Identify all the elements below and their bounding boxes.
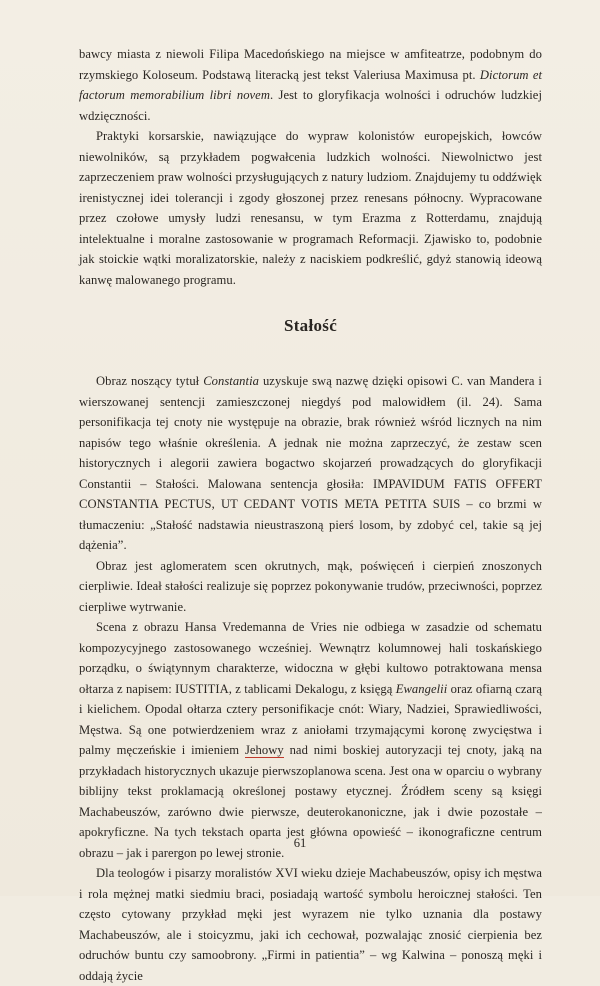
book-title-italic: Dictorum et factorum memorabilium libri novem: [79, 67, 543, 102]
text-span: . Jest to gloryfikacja wolności i odruchów ludzkiej wdzięczności.: [79, 88, 542, 123]
intro-paragraph-1: [79, 44, 542, 126]
text-span: oraz ofiarną czarą i kielichem. Opodal ołtarza cztery personifikacje cnót: Wiary, Nadziei, Sprawiedliwości, Męstwa. Są one potwierdzeniem wraz z aniołami trzymającymi koronę zwycięstwa i palmy męczeńskie i imieniem: [79, 681, 543, 757]
text-span: Obraz noszący tytuł: [96, 374, 204, 388]
text-span: uzyskuje swą nazwę dzięki opisowi C. van Mandera i wierszowanej sentencji zamieszczonej niegdyś pod malowidłem (il. 24). Sama personifikacja tej cnoty nie występuje na obrazie, brak również wśród licznych na nim napisów tego właśnie określenia. A jednak nie można zaprzeczyć, że zestaw scen historycznych i alegorii zawiera bogactwo skojarzeń prowadzących do gloryfikacji Constantii – Stałości. Malowana sentencja głosiła: IMPAVIDUM FATIS OFFERT CONSTANTIA PECTUS, UT CEDANT VOTIS META PETITA SUIS – co brzmi w tłumaczeniu: „Stałość nadstawia nieustraszoną pierś losom, by zdobyć cel, takie są jej dążenia”.: [79, 374, 542, 552]
section-paragraph-4: Dla teologów i pisarzy moralistów XVI wieku dzieje Machabeuszów, opisy ich męstwa i rola mężnej matki siedmiu braci, posiadają wartość symbolu heroicznej stałości. Ten często cytowany przykład męki jest wyrazem nie tylko uznania dla postawy Machabeuszów, ale i stoicyzmu, jaki ich cechował, pozwalając znosić cierpienia bez odruchów buntu czy samoobrony. „Firmi in patientia” – wg Kalwina – ponoszą męki i oddają życie: [79, 866, 542, 983]
underlined-word: Jehowy: [244, 743, 284, 757]
section-paragraph-1: [79, 371, 542, 556]
intro-paragraph-2: Praktyki korsarskie, nawiązujące do wypraw kolonistów europejskich, łowców niewolników, są przykładem pogwałcenia ludzkich wolności. Niewolnictwo jest zaprzeczeniem praw wolności przysługujących z natury ludziom. Znajdujemy tu oddźwięk irenistycznej idei tolerancji i zgody głoszonej przez renesans północny. Wypracowane przez czołowe umysły ludzi renesansu, w tym Erazma z Rotterdamu, znajdują intelektualne i moralne zastosowanie w programach Reformacji. Zjawisko to, podobnie jak stoickie wątki moralizatorskie, należy z naciskiem podkreślić, gdyż stanowią ideową kanwę malowanego programu.: [79, 129, 542, 287]
section-heading: Stałość: [283, 316, 338, 335]
page-number: 61: [293, 836, 307, 850]
text-span: bawcy miasta z niewoli Filipa Macedońskiego na miejsce w amfiteatrze, podobnym do rzymskiego Koloseum. Podstawą literacką jest tekst Valeriusa Maximusa pt.: [79, 47, 542, 82]
section-paragraph-2: Obraz jest aglomeratem scen okrutnych, mąk, poświęceń i cierpień znoszonych cierpliwie. Ideał stałości realizuje się poprzez pokonywanie trudów, przeciwności, poprzez cierpliwe wytrwanie.: [79, 558, 542, 614]
text-span: Scena z obrazu Hansa Vredemanna de Vries nie odbiega w zasadzie od schematu kompozycyjnego zastosowanego wcześniej. Wewnątrz kolumnowej hali toskańskiego porządku, o świątynnym charakterze, widoczna w głębi kultowo potraktowana mensa ołtarza z napisem: IUSTITIA, z tablicami Dekalogu, z księgą: [79, 620, 542, 696]
section-paragraph-3: [79, 617, 542, 863]
text-span: nad nimi boskiej autoryzacji tej cnoty, jaką na przykładach historycznych ukazuje pierwszoplanowa scena. Jest ona w oparciu o wybrany biblijny tekst proklamacją określonej postawy etycznej. Źródłem sceny są księgi Machabeuszów, zarówno dwie pierwsze, deuterokanoniczne, jak i dwie pozostałe – apokryficzne. Na tych tekstach oparta jest główna opowieść – ikonograficzne centrum obrazu – jak i parergon po lewej stronie.: [79, 743, 542, 860]
gospel-title-italic: Ewangelii: [395, 681, 448, 696]
painting-title-italic: Constantia: [203, 374, 259, 388]
